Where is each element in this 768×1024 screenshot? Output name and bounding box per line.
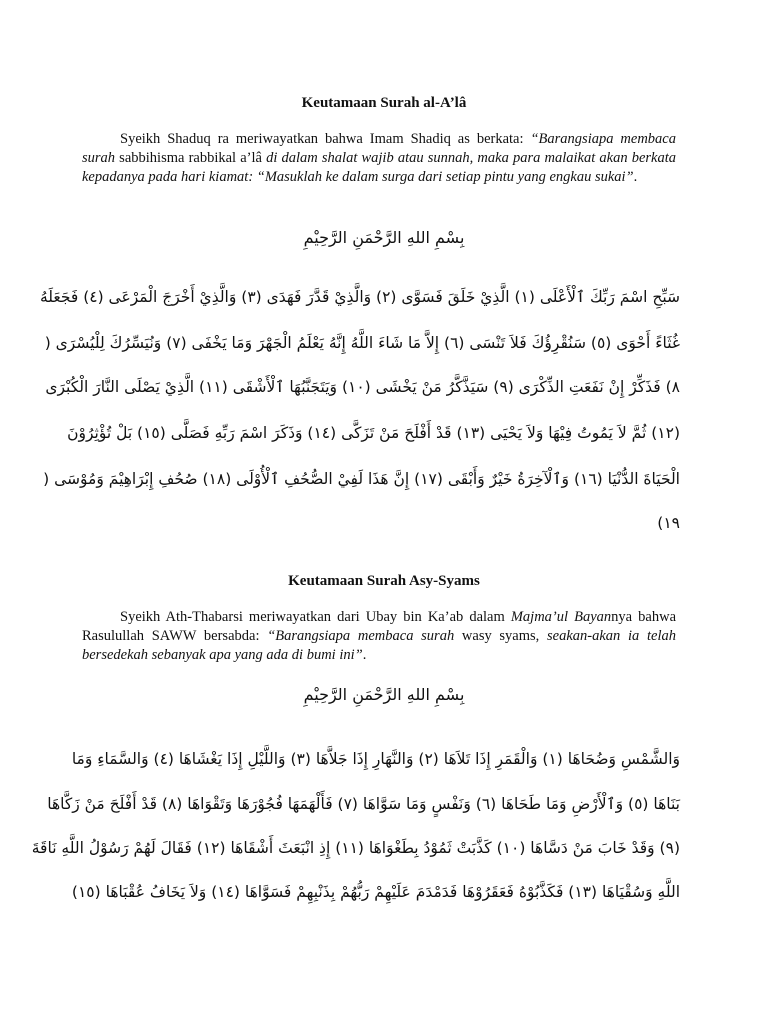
- intro-paragraph-asy-syams: Syeikh Ath-Thabarsi meriwayatkan dari Ubay bin Ka’ab dalam Majma’ul Bayannya bahwa Rasulullah SAWW bersabda: “Barangsiapa membaca surah wasy syams, seakan-akan ia telah bersedekah sebanyak apa yang ada di bumi ini”.: [82, 609, 677, 663]
- arabic-line-al-ala-5: الْحَيَاةَ الدُّنْيَا (١٦) وَٱلْآخِرَةُ خَيْرٌ وَأَبْقَى (١٧) إِنَّ هَذَا لَفِيْ الصُّحُفِ ٱلْأُوْلَى (١٨) صُحُفِ إِبْرَاهِيْمَ وَمُوْسَى (: [43, 470, 680, 488]
- arabic-line-al-ala-6: ١٩): [657, 514, 680, 532]
- arabic-line-asy-syams-3: (٩) وَقَدْ خَابَ مَنْ دَسَّاهَا (١٠) كَذَّبَتْ ثَمُوْدُ بِطَغْوَاهَا (١١) إِذِ انْبَعَثَ أَشْقَاهَا (١٢) فَقَالَ لَهُمْ رَسُوْلُ اللَّهِ نَاقَةَ: [31, 839, 680, 857]
- arabic-line-al-ala-4: (١٢) ثُمَّ لاَ يَمُوتُ فِيْهَا وَلاَ يَحْيَى (١٣) قَدْ أَفْلَحَ مَنْ تَزَكَّى (١٤) وَذَكَرَ اسْمَ رَبِّهِ فَصَلَّى (١٥) بَلْ تُؤْثِرُوْنَ: [67, 424, 680, 442]
- intro-paragraph-al-ala: Syeikh Shaduq ra meriwayatkan bahwa Imam Shadiq as berkata: “Barangsiapa membaca surah sabbihisma rabbikal a’lâ di dalam shalat wajib atau sunnah, maka para malaikat akan berkata kepadanya pada hari kiamat: “Masuklah ke dalam surga dari setiap pintu yang engkau sukai”.: [82, 131, 677, 185]
- arabic-line-asy-syams-4: اللَّهِ وَسُقْيَاهَا (١٣) فَكَذَّبُوْهُ فَعَقَرُوْهَا فَدَمْدَمَ عَلَيْهِمْ رَبُّهُمْ بِذَنْبِهِمْ فَسَوَّاهَا (١٤) وَلاَ يَخَافُ عُقْبَاهَا (١٥): [71, 883, 680, 901]
- section-title-al-ala: Keutamaan Surah al-A’lâ: [301, 95, 467, 111]
- arabic-line-al-ala-1: سَبِّحِ اسْمَ رَبِّكَ ٱلْأَعْلَى (١) الَّذِيْ خَلَقَ فَسَوَّى (٢) وَالَّذِيْ قَدَّرَ فَهَدَى (٣) وَالَّذِيْ أَخْرَجَ الْمَرْعَى (٤) فَجَعَلَهُ: [39, 288, 680, 306]
- arabic-line-al-ala-3: ٨) فَذَكِّرْ إِنْ نَفَعَتِ الذِّكْرَى (٩) سَيَذَّكَّرُ مَنْ يَخْشَى (١٠) وَيَتَجَنَّبُهَا ٱلْأَشْقَى (١١) الَّذِيْ يَصْلَى النَّارَ الْكُبْرَى: [45, 378, 680, 396]
- arabic-line-asy-syams-1: وَالشَّمْسِ وَضُحَاهَا (١) وَالْقَمَرِ إِذَا تَلاَهَا (٢) وَالنَّهَارِ إِذَا جَلاَّهَا (٣) وَاللَّيْلِ إِذَا يَغْشَاهَا (٤) وَالسَّمَاءِ وَمَا: [71, 750, 680, 768]
- basmalah-asy-syams: بِسْمِ اللهِ الرَّحْمَنِ الرَّحِيْمِ: [303, 685, 465, 704]
- basmalah-al-ala: بِسْمِ اللهِ الرَّحْمَنِ الرَّحِيْمِ: [303, 228, 465, 247]
- section-title-asy-syams: Keutamaan Surah Asy-Syams: [288, 573, 480, 589]
- arabic-line-al-ala-2: غُثَاءً أَحْوَى (٥) سَنُقْرِؤُكَ فَلاَ تَنْسَى (٦) إِلاَّ مَا شَاءَ اللَّهُ إِنَّهُ يَعْلَمُ الْجَهْرَ وَمَا يَخْفَى (٧) وَنُيَسِّرُكَ لِلْيُسْرَى (: [44, 334, 680, 352]
- arabic-line-asy-syams-2: بَنَاهَا (٥) وَٱلْأَرْضِ وَمَا طَحَاهَا (٦) وَنَفْسٍ وَمَا سَوَّاهَا (٧) فَأَلْهَمَهَا فُجُوْرَهَا وَتَقْوَاهَا (٨) قَدْ أَفْلَحَ مَنْ زَكَّاهَا: [47, 795, 680, 813]
